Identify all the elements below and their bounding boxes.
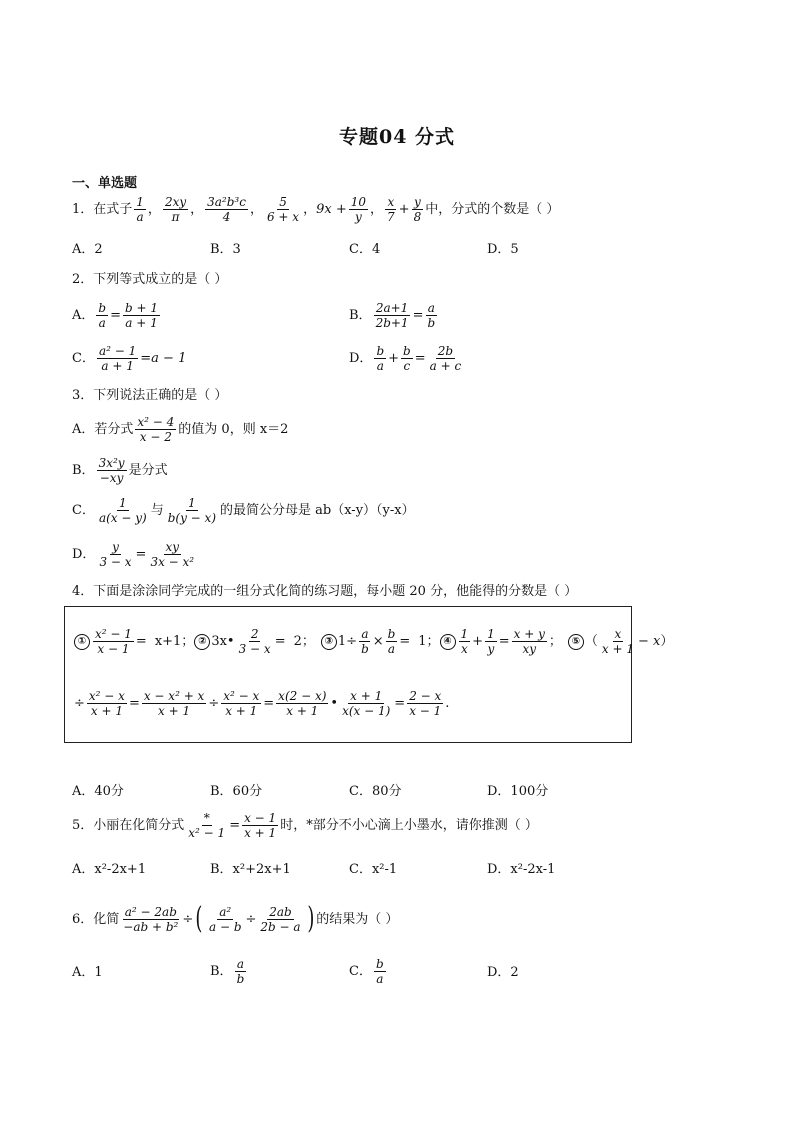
q5-option-d[interactable]: D．x²-2x-1 [487, 862, 556, 877]
fraction: $\frac{2a+1}{2b+1}$ [375, 301, 409, 330]
fraction: $\frac{\text{3x²y}}{-xy}$ [98, 456, 125, 485]
exercise-box [64, 606, 632, 743]
fraction: $\frac{a}{b}$ [236, 957, 245, 986]
fraction: $\frac{x}{7}$ [387, 195, 395, 224]
circle-number: ④ [440, 634, 456, 650]
q3-option-c[interactable]: C． $\frac{1}{a(x - y)}$ 与 $\frac{1}{b(y - x)}$ 的最简公分母是 ab（x-y）（y-x） [72, 496, 415, 525]
q4-row-2: ÷ $\frac{\text{x² − x}}{x + 1}$ = $\frac{\text{x − x² + x}}{x + 1}$ ÷ $\frac{\text{x² − x}}{x + 1}$ = $\frac{x(2 - x)}{x + 1}$ • $\frac{x + 1}{x(x - 1)}$ = $\frac{2 - x}{x - 1}$ . [74, 689, 450, 718]
fraction: $\frac{b}{a}$ [375, 957, 384, 986]
q1-option-b[interactable]: B．3 [210, 242, 241, 257]
fraction: $\frac{a}{b}$ [427, 301, 436, 330]
q6-option-a[interactable]: A．1 [72, 965, 103, 980]
q4-option-b[interactable]: B．60分 [210, 784, 263, 799]
circle-number: ① [74, 634, 90, 650]
fraction: $\frac{*}{\text{x² − 1}}$ [188, 811, 226, 840]
page-title: 专题04 分式 [338, 126, 456, 148]
q6-option-c[interactable]: C． $\frac{b}{a}$ [349, 957, 384, 986]
question-5: 5．小丽在化简分式 $\frac{*}{\text{x² − 1}}$ = $\frac{x - 1}{x + 1}$ 时，*部分不小心滴上小墨水，请你推测（ ） [72, 811, 538, 840]
fraction: $\frac{b}{a}$ [98, 301, 107, 330]
fraction: $\frac{x}{x + 1}$ [601, 627, 634, 656]
fraction: $\frac{b}{c}$ [403, 344, 411, 373]
fraction: $\frac{x + 1}{x(x - 1)}$ [342, 689, 391, 718]
fraction: $\frac{b}{a}$ [376, 344, 385, 373]
fraction: $\frac{y}{3 - x}$ [99, 540, 132, 569]
fraction: $\frac{\text{x² − 4}}{x - 2}$ [137, 415, 175, 444]
fraction: $\frac{2xy}{\pi}$ [164, 195, 187, 224]
fraction: $\frac{\text{a² − 1}}{a + 1}$ [98, 344, 137, 373]
q4-option-d[interactable]: D．100分 [487, 784, 549, 799]
q5-option-c[interactable]: C．x²-1 [349, 862, 398, 877]
fraction: $\frac{x(2 - x)}{x + 1}$ [278, 689, 327, 718]
term: 9x + [316, 202, 347, 217]
q3-option-a[interactable]: A．若分式 $\frac{\text{x² − 4}}{x - 2}$ 的值为 0，则 x＝2 [72, 415, 289, 444]
q6-option-d[interactable]: D．2 [487, 965, 519, 980]
fraction: $\frac{5}{6 + x}$ [266, 195, 300, 224]
q4-stem: 4．下面是涂涂同学完成的一组分式化简的练习题，每小题 20 分，他能得的分数是（ ） [72, 584, 578, 599]
q1-option-a[interactable]: A．2 [72, 242, 103, 257]
fraction: $\frac{b}{a}$ [387, 627, 396, 656]
section-heading: 一、单选题 [72, 176, 138, 191]
fraction: $\frac{\text{a²}}{a - b}$ [208, 904, 242, 934]
fraction: $\frac{1}{x}$ [460, 627, 469, 656]
fraction: $\frac{1}{y}$ [487, 627, 495, 656]
fraction: $\frac{10}{y}$ [350, 195, 366, 224]
q2-stem: 2．下列等式成立的是（ ） [72, 272, 228, 287]
q4-option-c[interactable]: C．80分 [349, 784, 402, 799]
fraction: $\frac{1}{a}$ [136, 195, 144, 224]
fraction: $\frac{2 - x}{x - 1}$ [409, 689, 442, 718]
q4-row-1: ① $\frac{\text{x² − 1}}{x - 1}$ = x+1； ② 3x• $\frac{2}{3 - x}$ = 2； ③ 1 ÷ $\frac{a}{b}$ × $\frac{b}{a}$ = 1； ④ $\frac{1}{x}$ + $\frac{1}{y}$ = $\frac{x + y}{xy}$ ； ⑤ （ $\frac{x}{x + 1}$ − x ） [74, 628, 673, 655]
fraction: $\frac{\text{a² − 2ab}}{\text{−ab + b²}}$ [123, 904, 179, 934]
q5-option-b[interactable]: B．x²+2x+1 [210, 862, 291, 877]
q5-option-a[interactable]: A．x²-2x+1 [72, 862, 147, 877]
fraction: $\frac{x + y}{xy}$ [513, 627, 545, 656]
fraction: $\frac{1}{a(x - y)}$ [98, 496, 147, 525]
fraction: $\frac{\text{x − x² + x}}{x + 1}$ [143, 689, 205, 718]
fraction: $\frac{b + 1}{a + 1}$ [124, 301, 158, 330]
fraction: $\frac{a}{b}$ [361, 627, 369, 656]
question-1: 1．在式子 $\frac{1}{a}$ ， $\frac{2xy}{\pi}$ ， $\frac{\text{3a²b³c}}{4}$ ， $\frac{5}{6 + x}$ ， 9x + $\frac{10}{y}$ ， $\frac{x}{7}$ + $\frac{y}{8}$ 中，分式的个数是（ ） [72, 195, 560, 224]
fraction: $\frac{2b}{a + c}$ [429, 344, 462, 373]
fraction: $\frac{1}{b(y - x)}$ [167, 496, 216, 525]
circle-number: ② [194, 634, 210, 650]
q1-option-d[interactable]: D．5 [487, 242, 519, 257]
q4-option-a[interactable]: A．40分 [72, 784, 124, 799]
q3-option-b[interactable]: B． $\frac{\text{3x²y}}{-xy}$ 是分式 [72, 456, 168, 485]
fraction: $\frac{\text{x² − 1}}{x - 1}$ [95, 627, 132, 656]
q3-stem: 3．下列说法正确的是（ ） [72, 388, 228, 403]
q1-tail: 中，分式的个数是（ ） [425, 202, 560, 217]
question-6: 6．化简 $\frac{\text{a² − 2ab}}{\text{−ab + b²}}$ ÷ ( $\frac{\text{a²}}{a - b}$ ÷ $\frac{2ab}{2b - a}$ ) 的结果为（ ） [72, 901, 399, 936]
q2-option-a[interactable]: A． $\frac{b}{a}$ = $\frac{b + 1}{a + 1}$ [72, 301, 158, 330]
fraction: $\frac{\text{x² − x}}{x + 1}$ [88, 689, 125, 718]
fraction: $\frac{y}{8}$ [413, 195, 422, 224]
q2-option-d[interactable]: D． $\frac{b}{a}$ + $\frac{b}{c}$ = $\frac{2b}{a + c}$ [349, 344, 462, 373]
circle-number: ③ [321, 634, 337, 650]
q2-option-c[interactable]: C． $\frac{\text{a² − 1}}{a + 1}$ = a − 1 [72, 344, 187, 373]
fraction: $\frac{\text{x² − x}}{x + 1}$ [223, 689, 260, 718]
fraction: $\frac{xy}{\text{3x − x²}}$ [150, 540, 195, 569]
q1-option-c[interactable]: C．4 [349, 242, 381, 257]
fraction: $\frac{2}{3 - x}$ [238, 627, 271, 656]
circle-number: ⑤ [568, 634, 584, 650]
q3-option-d[interactable]: D． $\frac{y}{3 - x}$ = $\frac{xy}{\text{3x − x²}}$ [72, 540, 195, 569]
q2-option-b[interactable]: B． $\frac{2a+1}{2b+1}$ = $\frac{a}{b}$ [349, 301, 436, 330]
fraction: $\frac{2ab}{2b - a}$ [260, 904, 301, 934]
fraction: $\frac{\text{3a²b³c}}{4}$ [207, 195, 246, 224]
fraction: $\frac{x - 1}{x + 1}$ [244, 811, 277, 840]
q6-option-b[interactable]: B． $\frac{a}{b}$ [210, 957, 245, 986]
q1-stem: 1．在式子 [72, 202, 133, 217]
